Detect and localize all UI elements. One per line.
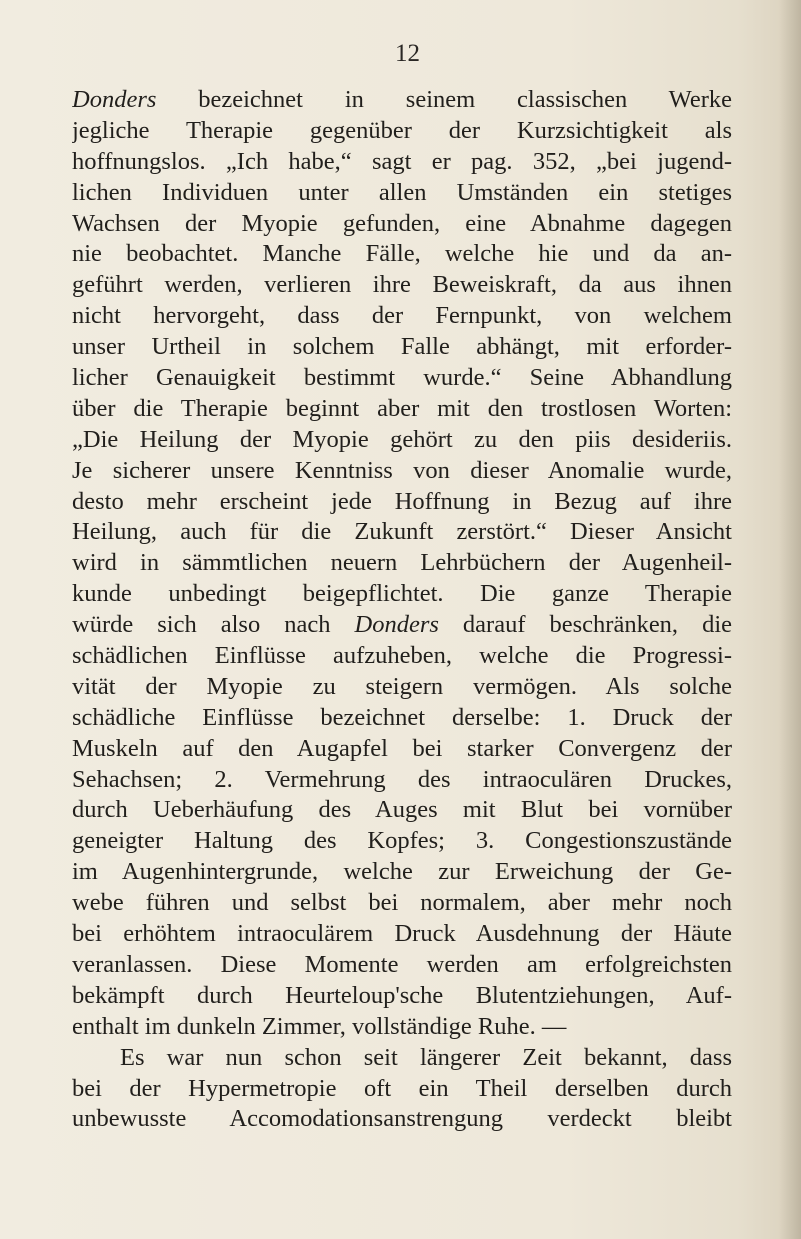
- text-line: [72, 301, 732, 332]
- body-text: [72, 85, 732, 1135]
- text-line: [72, 888, 732, 919]
- text-line: [72, 363, 732, 394]
- text-line: [72, 672, 732, 703]
- text-line: [72, 765, 732, 796]
- text-line: [72, 178, 732, 209]
- text-segment: vität der Myopie zu steigern vermögen. Als solche: [72, 672, 732, 700]
- text-segment: licher Genauigkeit bestimmt wurde.“ Seine Abhandlung: [72, 364, 732, 392]
- text-line: [72, 950, 732, 981]
- text-segment: veranlassen. Diese Momente werden am erfolgreichsten: [72, 950, 732, 978]
- text-line: [72, 394, 732, 425]
- text-segment: lichen Individuen unter allen Umständen ein stetiges: [72, 178, 732, 206]
- text-line: [72, 332, 732, 363]
- text-line: [72, 703, 732, 734]
- text-segment: bezeichnet in seinem classischen Werke: [156, 86, 732, 113]
- text-segment: über die Therapie beginnt aber mit den trostlosen Worten:: [72, 394, 732, 422]
- text-segment: „Die Heilung der Myopie gehört zu den piis desideriis.: [72, 425, 732, 453]
- text-line: [72, 579, 732, 610]
- text-segment: darauf beschränken, die: [438, 611, 732, 639]
- text-line: [72, 209, 732, 240]
- text-segment: unser Urtheil in solchem Falle abhängt, mit erforder-: [72, 333, 732, 361]
- text-line: [72, 456, 732, 487]
- text-segment: desto mehr erscheint jede Hoffnung in Bezug auf ihre: [72, 487, 732, 515]
- text-line: [72, 1012, 732, 1043]
- italic-name: Donders: [72, 86, 157, 113]
- text-line: [72, 734, 732, 765]
- italic-name: Donders: [354, 611, 439, 639]
- text-segment: durch Ueberhäufung des Auges mit Blut bei vornüber: [72, 796, 732, 824]
- text-segment: Heilung, auch für die Zukunft zerstört.“ Dieser Ansicht: [72, 518, 732, 546]
- page-edge-shadow: [779, 0, 801, 1239]
- text-segment: unbewusste Accomodationsanstrengung verdeckt bleibt: [72, 1105, 732, 1133]
- text-segment: geführt werden, verlieren ihre Beweiskraft, da aus ihnen: [72, 271, 732, 299]
- text-line: [72, 981, 732, 1012]
- text-line: [72, 641, 732, 672]
- text-line: [72, 795, 732, 826]
- text-segment: nicht hervorgeht, dass der Fernpunkt, von welchem: [72, 302, 732, 330]
- text-line: [72, 548, 732, 579]
- text-segment: Wachsen der Myopie gefunden, eine Abnahme dagegen: [72, 209, 732, 237]
- text-line: [72, 425, 732, 456]
- text-segment: schädlichen Einflüsse aufzuheben, welche die Progressi-: [72, 642, 732, 670]
- text-segment: geneigter Haltung des Kopfes; 3. Congestionszustände: [72, 827, 732, 855]
- text-segment: enthalt im dunkeln Zimmer, vollständige Ruhe. —: [72, 1012, 567, 1040]
- text-segment: Muskeln auf den Augapfel bei starker Convergenz der: [72, 734, 732, 762]
- text-line: [72, 487, 732, 518]
- text-line: [72, 919, 732, 950]
- text-segment: jegliche Therapie gegenüber der Kurzsichtigkeit als: [72, 116, 732, 144]
- text-segment: webe führen und selbst bei normalem, aber mehr noch: [72, 889, 732, 917]
- text-line: [72, 826, 732, 857]
- text-segment: bekämpft durch Heurteloup'sche Blutentziehungen, Auf-: [72, 981, 732, 1009]
- text-line: [72, 517, 732, 548]
- text-line: [72, 610, 732, 641]
- text-line: [72, 147, 732, 178]
- text-line: [72, 270, 732, 301]
- text-segment: bei der Hypermetropie oft ein Theil derselben durch: [72, 1074, 732, 1102]
- text-line: [72, 1074, 732, 1105]
- page-number: 12: [395, 40, 420, 67]
- text-segment: würde sich also nach: [72, 611, 355, 639]
- text-segment: Sehachsen; 2. Vermehrung des intraoculären Druckes,: [72, 765, 732, 793]
- text-segment: wird in sämmtlichen neuern Lehrbüchern der Augenheil-: [72, 549, 732, 577]
- text-line: [72, 116, 732, 147]
- text-line: [72, 85, 732, 116]
- text-line: [72, 1104, 732, 1135]
- text-segment: bei erhöhtem intraoculärem Druck Ausdehnung der Häute: [72, 920, 732, 948]
- text-segment: Es war nun schon seit längerer Zeit bekannt, dass: [120, 1043, 732, 1071]
- text-line: [72, 857, 732, 888]
- text-segment: hoffnungslos. „Ich habe,“ sagt er pag. 352, „bei jugend-: [72, 147, 732, 175]
- text-line: [72, 239, 732, 270]
- text-line: [72, 1043, 732, 1074]
- text-segment: nie beobachtet. Manche Fälle, welche hie und da an-: [72, 240, 732, 268]
- text-segment: schädliche Einflüsse bezeichnet derselbe: 1. Druck der: [72, 703, 732, 731]
- text-segment: im Augenhintergrunde, welche zur Erweichung der Ge-: [72, 858, 732, 886]
- text-segment: kunde unbedingt beigepflichtet. Die ganze Therapie: [72, 580, 732, 608]
- text-segment: Je sicherer unsere Kenntniss von dieser Anomalie wurde,: [72, 456, 732, 484]
